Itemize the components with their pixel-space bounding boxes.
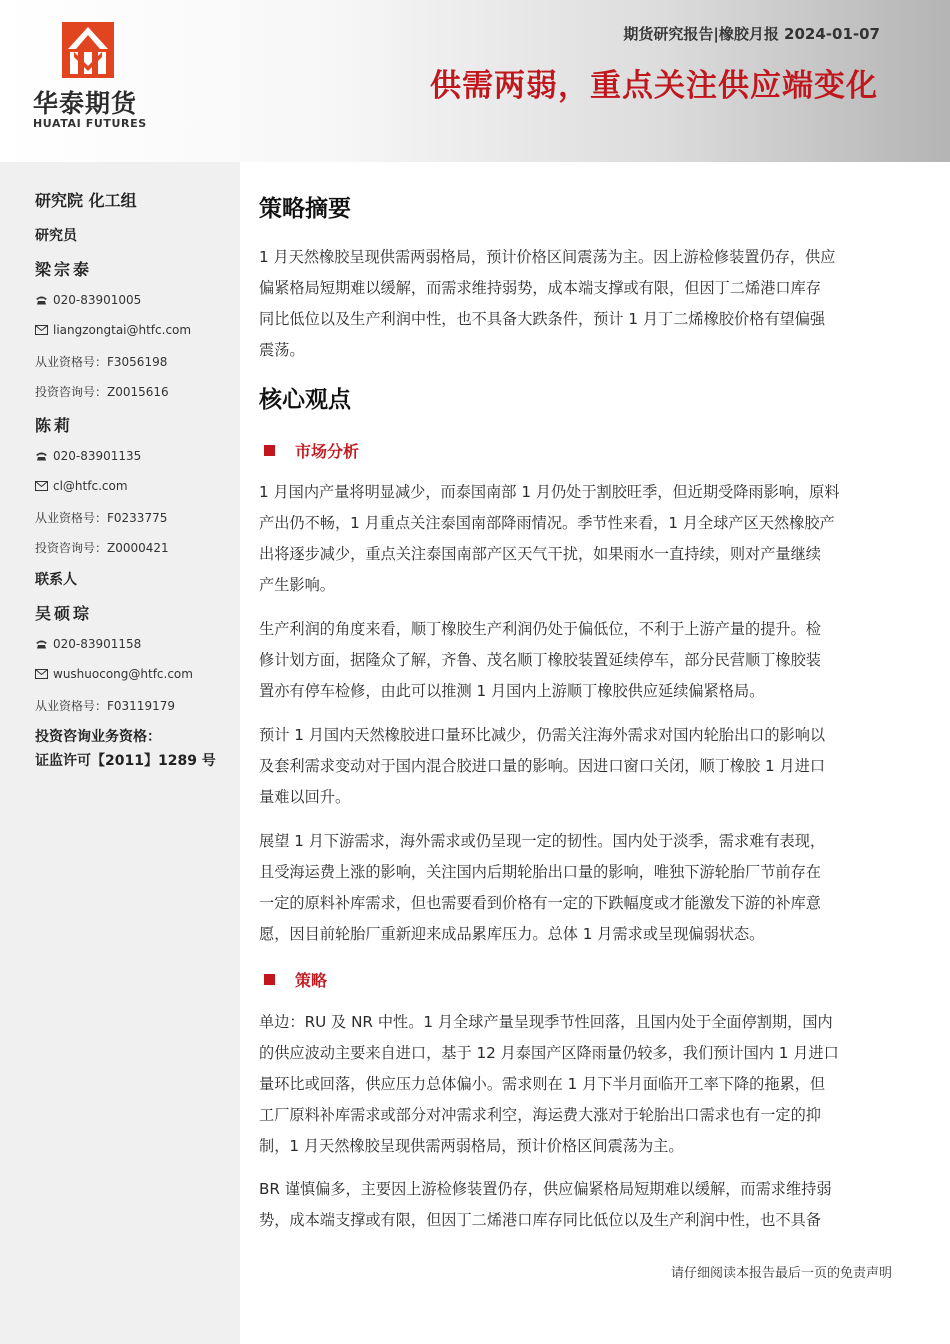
email-address[interactable]: cl@htfc.com <box>53 479 128 493</box>
text-line: 预计 1 月国内天然橡胶进口量环比减少，仍需关注海外需求对国内轮胎出口的影响以 <box>259 726 826 744</box>
text-line: 且受海运费上涨的影响，关注国内后期轮胎出口量的影响，唯独下游轮胎厂节前存在 <box>259 863 821 881</box>
email-address[interactable]: liangzongtai@htfc.com <box>53 323 192 337</box>
text-line: 量难以回升。 <box>259 788 351 806</box>
contact-name: 吴硕琮 <box>35 604 93 623</box>
strategy-paragraph <box>259 1174 899 1236</box>
bullet-square-icon <box>264 974 275 985</box>
cert-number: 从业资格号：F03119179 <box>35 699 175 713</box>
text-line: 的供应波动主要来自进口，基于 12 月泰国产区降雨量仍较多，我们预计国内 1 月进口 <box>259 1044 839 1062</box>
email-icon <box>35 325 48 335</box>
report-meta: 期货研究报告|橡胶月报 2024-01-07 <box>623 25 880 43</box>
market-analysis-heading <box>259 439 359 462</box>
phone-number: 020-83901135 <box>53 449 142 463</box>
analyst-phone <box>35 293 141 307</box>
strategy-heading <box>259 968 327 991</box>
report-title: 供需两弱，重点关注供应端变化 <box>430 68 878 104</box>
section-label: 市场分析 <box>295 442 360 461</box>
disclaimer-footer: 请仔细阅读本报告最后一页的免责声明 <box>670 1266 892 1281</box>
text-line: 产生影响。 <box>259 576 335 594</box>
bullet-square-icon <box>264 445 275 456</box>
summary-paragraph <box>259 242 899 366</box>
text-line: 展望 1 月下游需求，海外需求或仍呈现一定的韧性。国内处于淡季，需求难有表现， <box>259 832 826 850</box>
text-line: 1 月国内产量将明显减少，而泰国南部 1 月仍处于割胶旺季，但近期受降雨影响，原料 <box>259 483 840 501</box>
contact-email <box>35 667 193 681</box>
strategy-paragraph <box>259 1007 899 1162</box>
core-heading: 核心观点 <box>259 387 351 413</box>
phone-icon <box>35 639 48 649</box>
email-icon <box>35 481 48 491</box>
analyst-sidebar <box>0 162 240 1344</box>
phone-icon <box>35 451 48 461</box>
text-line: 产出仍不畅，1 月重点关注泰国南部降雨情况。季节性来看，1 月全球产区天然橡胶产 <box>259 514 835 532</box>
text-line: 制，1 月天然橡胶呈现供需两弱格局，预计价格区间震荡为主。 <box>259 1137 684 1155</box>
market-paragraph <box>259 720 899 813</box>
section-label: 策略 <box>295 971 328 990</box>
market-paragraph <box>259 477 899 601</box>
qualification-value: 证监许可【2011】1289 号 <box>35 753 216 769</box>
phone-number: 020-83901158 <box>53 637 142 651</box>
text-line: 同比低位以及生产利润中性，也不具备大跌条件，预计 1 月丁二烯橡胶价格有望偏强 <box>259 310 826 328</box>
qualification-label: 投资咨询业务资格： <box>35 729 161 745</box>
text-line: 置亦有停车检修，由此可以推测 1 月国内上游顺丁橡胶供应延续偏紧格局。 <box>259 682 765 700</box>
text-line: 工厂原料补库需求或部分对冲需求利空，海运费大涨对于轮胎出口需求也有一定的抑 <box>259 1106 821 1124</box>
text-line: BR 谨慎偏多，主要因上游检修装置仍存，供应偏紧格局短期难以缓解，而需求维持弱 <box>259 1180 832 1198</box>
advisory-number: 投资咨询号：Z0000421 <box>35 541 169 555</box>
cert-number: 从业资格号：F0233775 <box>35 511 168 525</box>
cert-number: 从业资格号：F3056198 <box>35 355 168 369</box>
company-name-cn: 华泰期货 <box>33 89 138 118</box>
text-line: 势，成本端支撑或有限，但因丁二烯港口库存同比低位以及生产利润中性，也不具备 <box>259 1211 821 1229</box>
company-logo-icon <box>62 22 114 78</box>
text-line: 出将逐步减少，重点关注泰国南部产区天气干扰，如果雨水一直持续，则对产量继续 <box>259 545 821 563</box>
analyst-name: 梁宗泰 <box>35 260 93 279</box>
analyst-email <box>35 479 128 493</box>
email-icon <box>35 669 48 679</box>
text-line: 量环比或回落，供应压力总体偏小。需求则在 1 月下半月面临开工率下降的拖累，但 <box>259 1075 826 1093</box>
text-line: 单边：RU 及 NR 中性。1 月全球产量呈现季节性回落，且国内处于全面停割期，国内 <box>259 1013 833 1031</box>
market-paragraph <box>259 826 899 950</box>
text-line: 愿，因目前轮胎厂重新迎来成品累库压力。总体 1 月需求或呈现偏弱状态。 <box>259 925 765 943</box>
market-paragraph <box>259 614 899 707</box>
phone-number: 020-83901005 <box>53 293 142 307</box>
summary-heading: 策略摘要 <box>259 196 351 222</box>
text-line: 偏紧格局短期难以缓解，而需求维持弱势，成本端支撑或有限，但因丁二烯港口库存 <box>259 279 821 297</box>
analyst-email <box>35 323 191 337</box>
text-line: 一定的原料补库需求，但也需要看到价格有一定的下跌幅度或才能激发下游的补库意 <box>259 894 821 912</box>
email-address[interactable]: wushuocong@htfc.com <box>53 667 193 681</box>
advisory-number: 投资咨询号：Z0015616 <box>35 385 169 399</box>
contact-phone <box>35 637 141 651</box>
department: 研究院 化工组 <box>35 191 137 210</box>
contact-label: 联系人 <box>35 572 77 588</box>
text-line: 及套利需求变动对于国内混合胶进口量的影响。因进口窗口关闭，顺丁橡胶 1 月进口 <box>259 757 826 775</box>
analyst-phone <box>35 449 141 463</box>
text-line: 修计划方面，据隆众了解，齐鲁、茂名顺丁橡胶装置延续停车，部分民营顺丁橡胶装 <box>259 651 821 669</box>
text-line: 震荡。 <box>259 341 305 359</box>
phone-icon <box>35 295 48 305</box>
researcher-label: 研究员 <box>35 228 77 244</box>
company-name-en: HUATAI FUTURES <box>33 117 147 130</box>
analyst-name: 陈莉 <box>35 416 74 435</box>
report-header <box>0 0 950 162</box>
text-line: 1 月天然橡胶呈现供需两弱格局，预计价格区间震荡为主。因上游检修装置仍存，供应 <box>259 248 836 266</box>
text-line: 生产利润的角度来看，顺丁橡胶生产利润仍处于偏低位，不利于上游产量的提升。检 <box>259 620 821 638</box>
